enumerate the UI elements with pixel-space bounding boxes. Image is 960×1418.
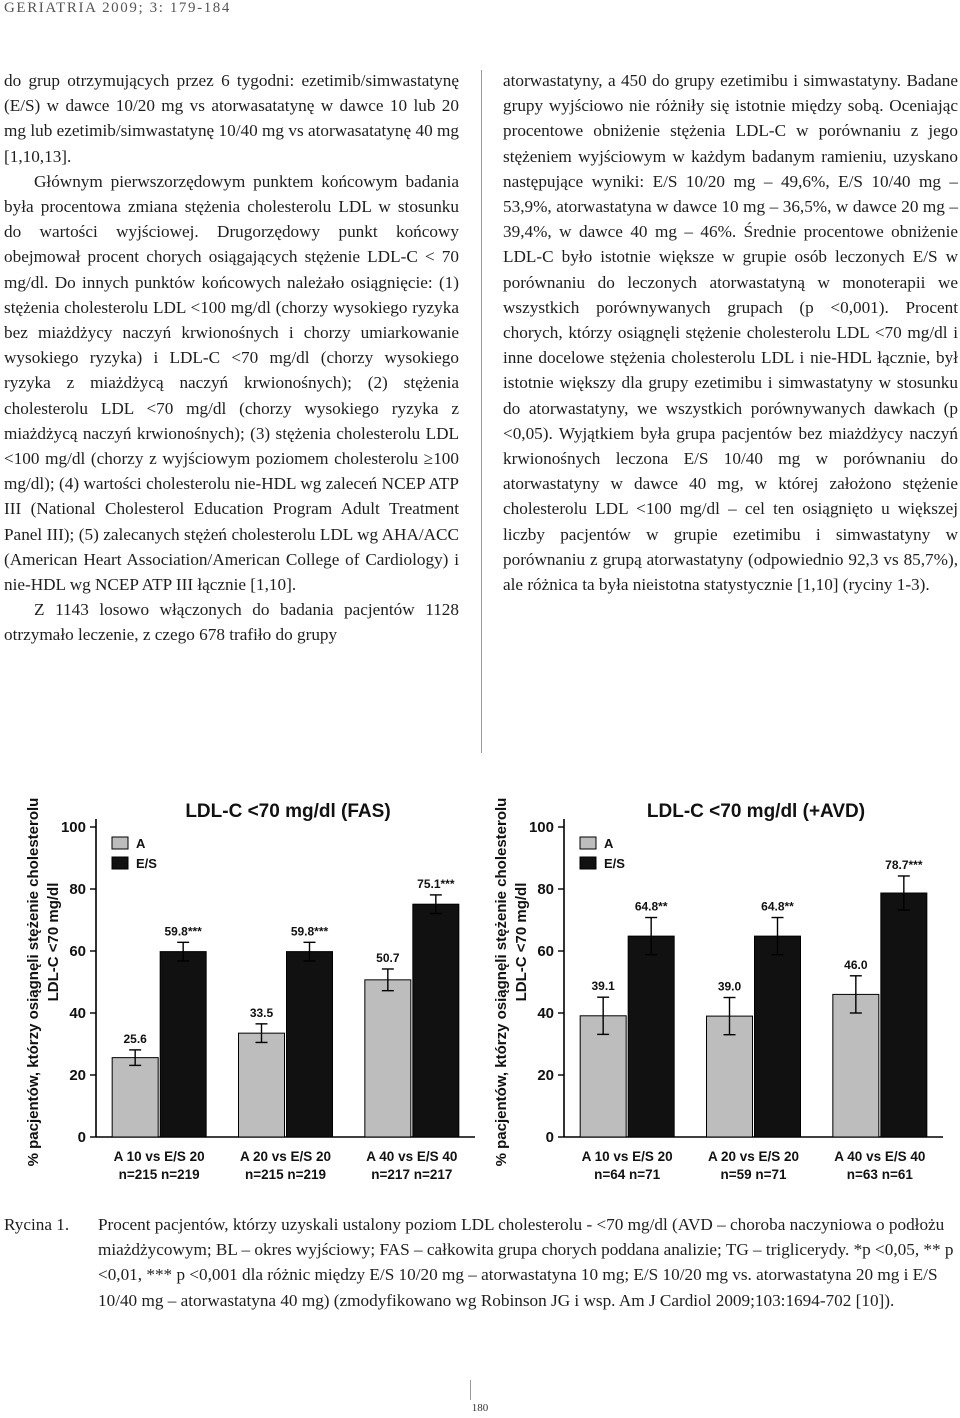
chart-title: LDL-C <70 mg/dl (FAS) [185,801,391,822]
x-n-label: n=217 n=217 [371,1167,453,1182]
bar-es [628,936,674,1137]
y-tick-label: 0 [545,1129,554,1146]
data-label: 78.7*** [885,857,923,872]
y-axis-label: % pacjentów, którzy osiągnęli stężenie cholesterolu [25,797,42,1167]
legend-swatch [580,857,596,869]
x-tick-label: A 20 vs E/S 20 [707,1149,800,1164]
chart-avd-svg [488,785,958,1195]
paragraph: atorwastatyny, a 450 do grupy ezetimibu i simwastatyny. Badane grupy wyjściowo nie różniły się istotnie między sobą. Oceniając procentowe obniżenie stężenia LDL-C w porównaniu z jego stężeniem wyjściowym w każdym badanym ramieniu, uzyskano następujące wyniki: E/S 10/20 mg – 49,6%, E/S 10/40 mg – 53,9%, atorwastatyna w dawce 10 mg – 36,5%, w dawce 20 mg – 39,4%, w dawce 40 mg – 46%. Średnie procentowe obniżenie LDL-C było istotnie większe w grupie osób leczonych E/S w porównaniu do leczonych atorwastatyną w monoterapii we wszystkich porównywanych grupach (p <0,001). Procent chorych, którzy osiągnęli stężenie cholesterolu LDL <70 mg/dl i inne docelowe stężenia cholesterolu LDL i nie-HDL łącznie, był istotnie większy dla grupy ezetimibu i simwastatyny w stosunku do atorwastatyny, we wszystkich porównywanych dawkach (p <0,05). Wyjątkiem była grupa pacjentów bez miażdżycy naczyń krwionośnych leczona E/S 10/40 mg w porównaniu do atorwastatyny w dawce 40 mg, w której założono stężenie cholesterolu LDL <100 mg/dl – cel ten osiągnięto u większej liczby pacjentów w grupie ezetimibu i simwastatyny w porównaniu z grupą atorwastatyny (odpowiednio 92,3 vs 85,7%), ale różnica ta była nieistotna statystycznie [1,10] (ryciny 1-3). [503,71,958,595]
data-label: 64.8** [634,899,668,914]
legend-swatch [580,837,596,849]
x-tick-label: A 40 vs E/S 40 [366,1149,458,1164]
paragraph: Z 1143 losowo włączonych do badania pacjentów 1128 otrzymało leczenie, z czego 678 trafiło do grupy [4,600,459,645]
bar-es [160,952,206,1137]
x-n-label: n=63 n=61 [846,1167,913,1182]
x-tick-label: A 20 vs E/S 20 [239,1149,332,1164]
bar-a [239,1033,285,1137]
text-column-right [503,68,958,597]
data-label: 25.6 [123,1031,147,1046]
bar-es [755,936,801,1137]
bar-a [365,980,411,1137]
bar-es [413,904,459,1137]
x-tick-label: A 40 vs E/S 40 [834,1149,926,1164]
y-tick-label: 60 [537,943,554,960]
text-column-left [4,68,459,648]
chart-avd [488,785,958,1195]
chart-fas-svg [20,785,490,1195]
y-tick-label: 0 [77,1129,86,1146]
x-tick-label: A 10 vs E/S 20 [113,1149,205,1164]
data-label: 75.1*** [417,876,455,891]
legend-label: A [136,836,146,851]
legend-swatch [112,837,128,849]
x-n-label: n=215 n=219 [118,1167,200,1182]
bar-a [833,994,879,1137]
y-tick-label: 20 [537,1067,554,1084]
data-label: 59.8*** [290,924,329,939]
chart-fas [20,785,490,1195]
x-n-label: n=215 n=219 [244,1167,327,1182]
figure-1 [0,785,960,1195]
y-tick-label: 20 [69,1067,86,1084]
data-label: 39.1 [591,979,615,994]
y-tick-label: 100 [528,819,554,836]
x-n-label: n=59 n=71 [720,1167,787,1182]
running-head: GERIATRIA 2009; 3: 179-184 [4,0,232,16]
bar-a [112,1058,158,1137]
y-tick-label: 80 [69,881,86,898]
chart-title: LDL-C <70 mg/dl (+AVD) [646,801,866,822]
column-divider [481,70,482,753]
data-label: 59.8*** [164,924,202,939]
y-axis-label: LDL-C <70 mg/dl [45,882,62,1002]
paragraph: do grup otrzymujących przez 6 tygodni: ezetimib/simwastatynę (E/S) w dawce 10/20 mg vs atorwasatatynę w dawce 10 lub 20 mg lub ezetimib/simwastatynę 10/40 mg vs atorwasatatynę 40 mg [1,10,13]. [4,71,459,166]
data-label: 64.8** [761,899,794,914]
caption-text: Procent pacjentów, którzy uzyskali ustalony poziom LDL cholesterolu - <70 mg/dl (AVD – choroba naczyniowa o podłożu miażdżycowym; BL – okres wyjściowy; FAS – całkowita grupa chorych poddana analizie; TG – triglicerydy. *p <0,05, ** p <0,01, *** p <0,001 dla różnic między E/S 10/20 mg – atorwastatyna 10 mg; E/S 10/20 mg vs. atorwastatyna 20 mg i E/S 10/40 mg – atorwastatyna 40 mg) (zmodyfikowano wg Robinson JG i wsp. Am J Cardiol 2009;103:1694-702 [10]). [98,1215,954,1310]
legend-swatch [112,857,128,869]
legend-label: E/S [136,856,157,871]
data-label: 50.7 [376,950,400,965]
bar-es [881,893,927,1137]
legend-label: E/S [604,856,625,871]
y-tick-label: 100 [60,819,86,836]
legend-label: A [604,836,614,851]
y-tick-label: 40 [537,1005,554,1022]
x-n-label: n=64 n=71 [594,1167,661,1182]
data-label: 33.5 [249,1005,274,1020]
page-number: 180 [471,1402,489,1414]
page-number-rule [470,1380,471,1400]
y-tick-label: 40 [69,1005,86,1022]
data-label: 39.0 [717,979,742,994]
y-tick-label: 60 [69,943,86,960]
caption-label: Rycina 1. [4,1215,70,1234]
x-tick-label: A 10 vs E/S 20 [581,1149,673,1164]
y-axis-label: % pacjentów, którzy osiągnęli stężenie cholesterolu [493,797,510,1167]
paragraph: Głównym pierwszorzędowym punktem końcowym badania była procentowa zmiana stężenia cholesterolu LDL w stosunku do wartości wyjściowej. Drugorzędowy punkt końcowy obejmował procent chorych osiągających stężenie LDL-C < 70 mg/dl. Do innych punktów końcowych należało osiągnięcie: (1) stężenia cholesterolu LDL <100 mg/dl (chorzy wysokiego ryzyka bez miażdżycy naczyń krwionośnych i chorzy umiarkowanie wysokiego ryzyka) i LDL-C <70 mg/dl (chorzy wysokiego ryzyka z miażdżycą naczyń krwionośnych); (2) stężenia cholesterolu LDL <70 mg/dl (chorzy wysokiego ryzyka z miażdżycą naczyń krwionośnych); (3) stężenia cholesterolu LDL <100 mg/dl (chorzy z wyjściowym poziomem cholesterolu ≥100 mg/dl); (4) wartości cholesterolu nie-HDL wg zaleceń NCEP ATP III (National Cholesterol Education Program Adult Treatment Panel III); (5) zalecanych stężeń cholesterolu LDL wg AHA/ACC (American Heart Association/American College of Cardiology) i nie-HDL wg NCEP ATP III łącznie [1,10]. [4,171,459,595]
y-tick-label: 80 [537,881,554,898]
data-label: 46.0 [844,957,868,972]
bar-es [287,952,333,1137]
y-axis-label: LDL-C <70 mg/dl [513,882,530,1002]
